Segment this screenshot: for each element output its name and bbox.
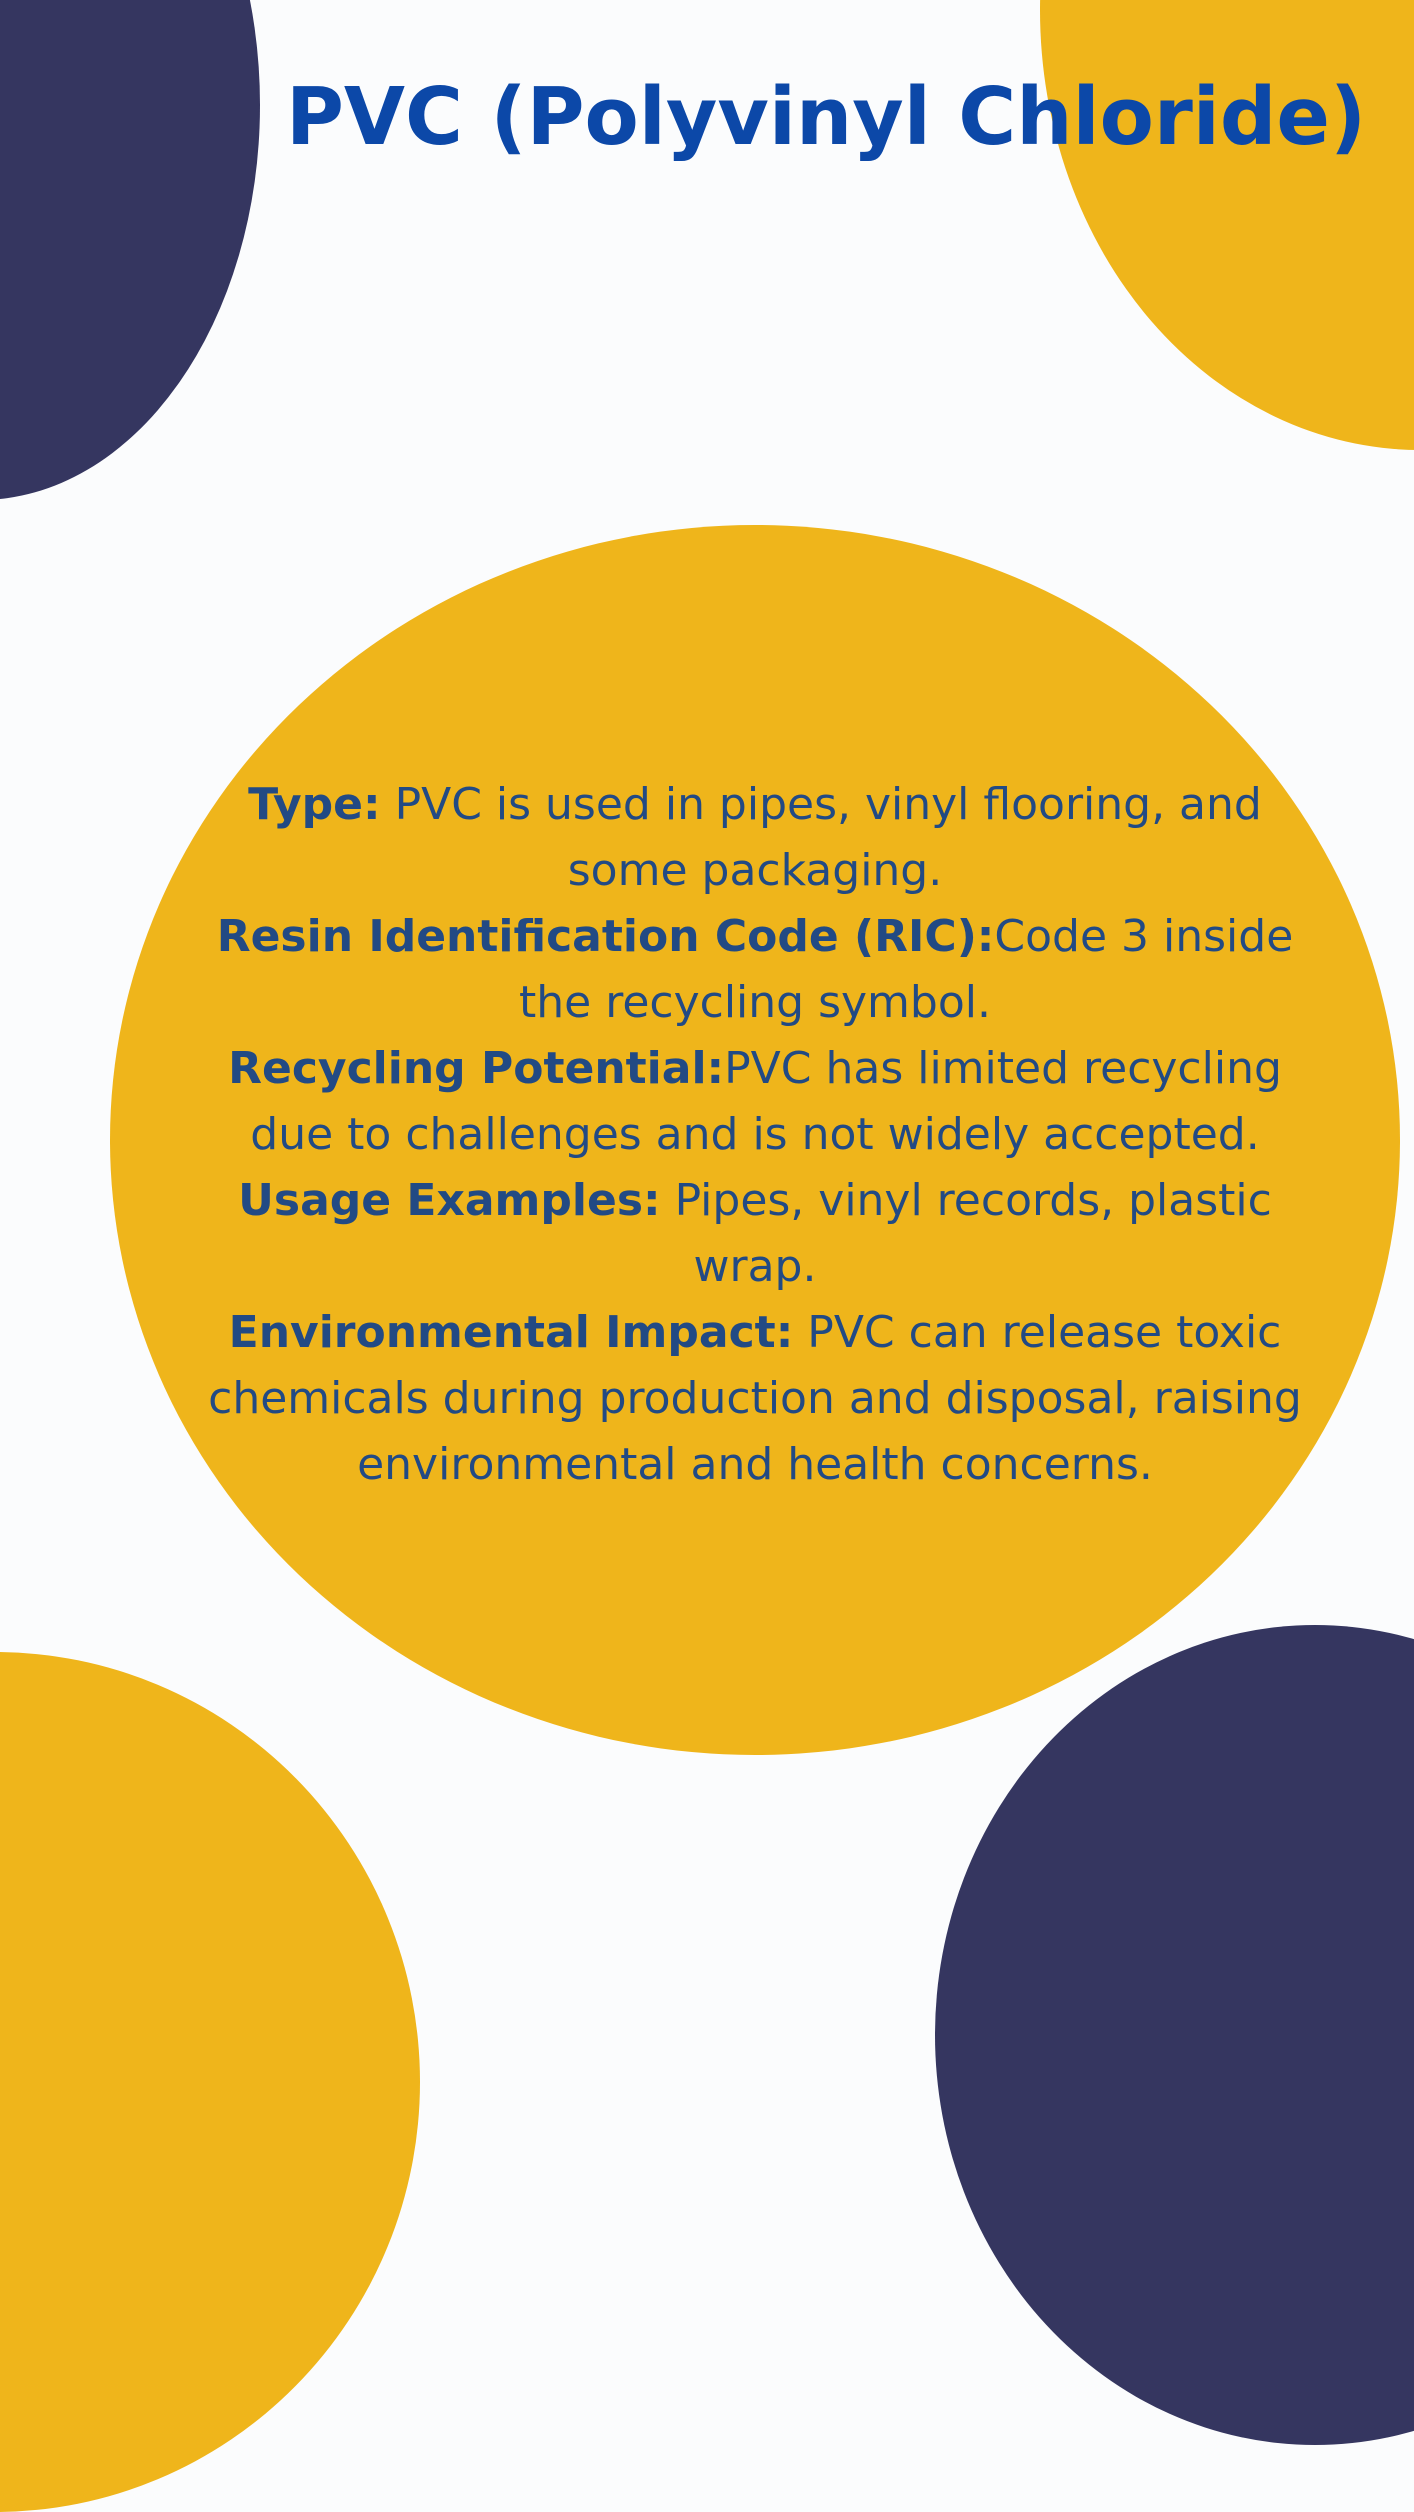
navy-circle-decoration-top-left bbox=[0, 0, 260, 500]
usage-examples-label: Usage Examples: bbox=[238, 1175, 661, 1226]
gold-circle-decoration-bottom-left bbox=[0, 1652, 420, 2512]
recycling-potential-paragraph bbox=[200, 1036, 1310, 1168]
type-text: PVC is used in pipes, vinyl flooring, and some packaging. bbox=[380, 779, 1262, 896]
type-label: Type: bbox=[248, 779, 381, 830]
ric-paragraph bbox=[200, 904, 1310, 1036]
ric-label: Resin Identification Code (RIC): bbox=[216, 911, 995, 962]
environmental-impact-paragraph bbox=[200, 1300, 1310, 1498]
environmental-impact-text: PVC can release toxic chemicals during production and disposal, raising environmental and health concerns. bbox=[208, 1307, 1302, 1490]
ric-text: Code 3 inside the recycling symbol. bbox=[519, 911, 1294, 1028]
type-paragraph bbox=[200, 772, 1310, 904]
recycling-potential-text: PVC has limited recycling due to challenges and is not widely accepted. bbox=[250, 1043, 1282, 1160]
usage-examples-text: Pipes, vinyl records, plastic wrap. bbox=[660, 1175, 1272, 1292]
page-title: PVC (Polyvinyl Chloride) bbox=[286, 71, 1367, 163]
navy-circle-decoration-bottom-right bbox=[935, 1625, 1414, 2445]
usage-examples-paragraph bbox=[200, 1168, 1310, 1300]
environmental-impact-label: Environmental Impact: bbox=[228, 1307, 794, 1358]
recycling-potential-label: Recycling Potential: bbox=[228, 1043, 725, 1094]
info-text-block bbox=[200, 772, 1310, 1498]
gold-circle-decoration-top-right bbox=[1040, 0, 1414, 450]
